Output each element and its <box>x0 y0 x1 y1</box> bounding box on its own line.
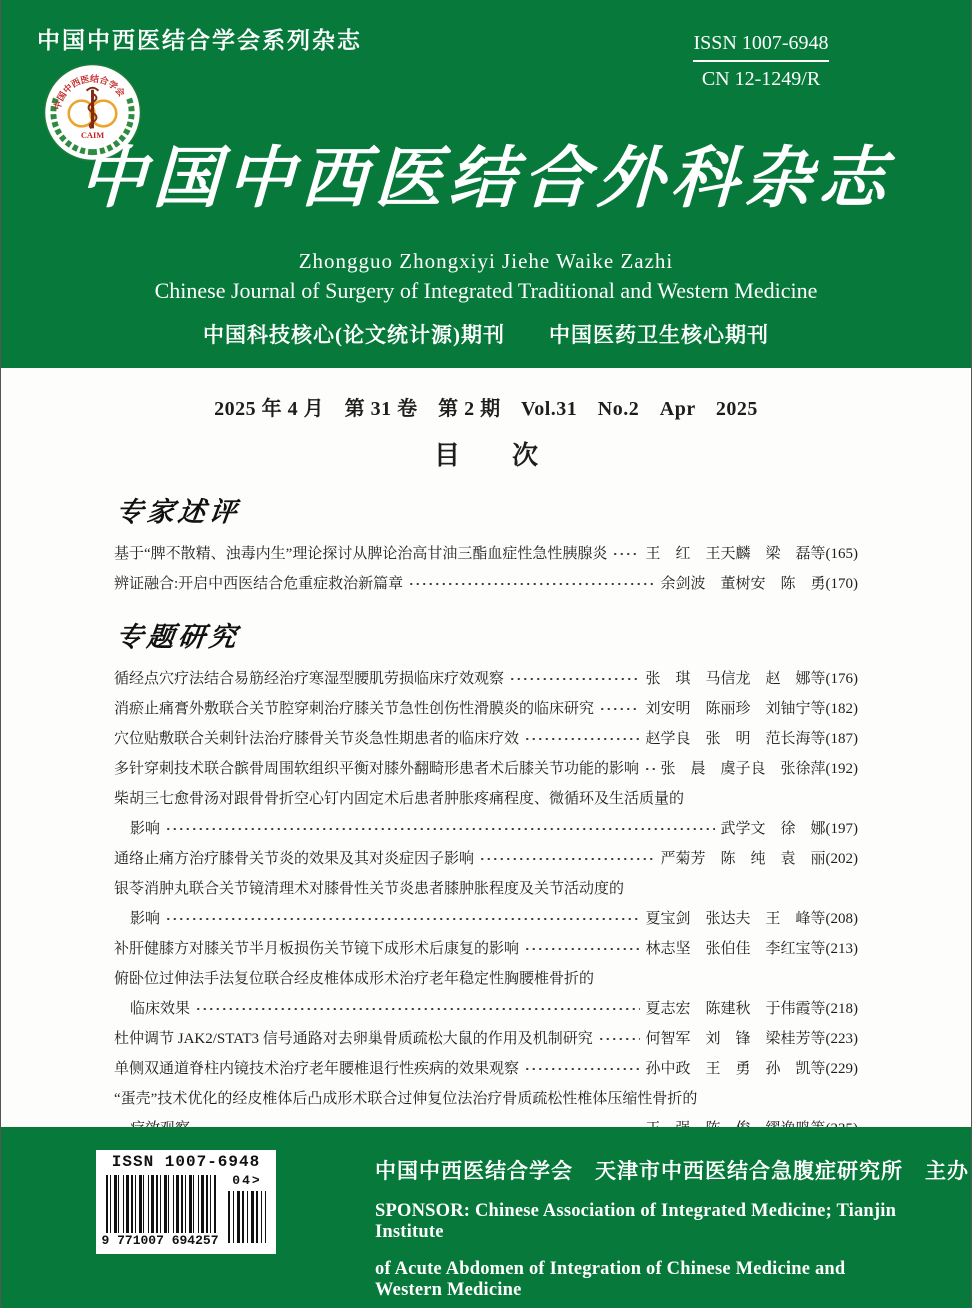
dot-leader <box>165 912 640 926</box>
issue-info: 2025 年 4 月 第 31 卷 第 2 期 Vol.31 No.2 Apr 2025 <box>214 398 758 420</box>
barcode-addon-bars <box>228 1191 266 1243</box>
sponsor-line-english-1: SPONSOR: Chinese Association of Integrated Medicine; Tianjin Institute <box>375 1201 897 1242</box>
dot-leader <box>524 732 640 746</box>
toc-entry <box>114 994 858 1024</box>
article-authors: 严菊芳 陈 纯 袁 丽 <box>660 851 826 867</box>
article-page: (170) <box>825 576 858 592</box>
article-authors: 张 琪 马信龙 赵 娜等 <box>645 671 826 687</box>
article-page: (176) <box>825 671 858 687</box>
toc-entry <box>114 1084 858 1114</box>
article-page: (197) <box>825 821 858 837</box>
section-heading: 专题研究 <box>114 622 242 653</box>
article-title: 影响 <box>130 911 161 927</box>
article-authors: 林志坚 张伯佳 李红宝等 <box>645 941 826 957</box>
article-title: 银苓消肿丸联合关节镜清理术对膝骨性关节炎患者膝肿胀程度及关节活动度的 <box>114 881 625 897</box>
article-title: “蛋壳”技术优化的经皮椎体后凸成形术联合过伸复位法治疗骨质疏松性椎体压缩性骨折的 <box>114 1091 698 1107</box>
article-page: (208) <box>825 911 858 927</box>
dot-leader <box>599 702 640 716</box>
dot-leader <box>479 852 655 866</box>
cn-number: CN 12-1249/R <box>701 68 821 90</box>
toc-entry <box>114 539 858 569</box>
journal-title-pinyin: Zhongguo Zhongxiyi Jiehe Waike Zazhi <box>298 249 674 273</box>
series-label: 中国中西医结合学会系列杂志 <box>37 27 362 53</box>
dot-leader <box>165 822 715 836</box>
toc-entry <box>114 1054 858 1084</box>
dot-leader <box>612 547 640 561</box>
toc-entry <box>114 694 858 724</box>
article-authors: 张 晨 虞子良 张徐萍 <box>660 761 826 777</box>
article-title: 基于“脾不散精、浊毒内生”理论探讨从脾论治高甘油三酯血症性急性胰腺炎 <box>114 546 608 562</box>
article-title: 辨证融合:开启中西医结合危重症救治新篇章 <box>114 576 404 592</box>
article-title: 通络止痛方治疗膝骨关节炎的效果及其对炎症因子影响 <box>114 851 475 867</box>
section-heading: 专家述评 <box>114 497 242 528</box>
barcode-box <box>96 1150 276 1254</box>
barcode-issn-text: ISSN 1007-6948 <box>111 1153 261 1171</box>
toc-entry <box>114 724 858 754</box>
contents-heading: 目 次 <box>433 441 538 470</box>
article-page: (223) <box>825 1031 858 1047</box>
article-title: 循经点穴疗法结合易筋经治疗寒湿型腰肌劳损临床疗效观察 <box>114 671 505 687</box>
section-rows <box>114 664 858 1144</box>
toc-entry <box>114 964 858 994</box>
article-authors: 孙中政 王 勇 孙 凯等 <box>645 1061 826 1077</box>
sponsor-block <box>375 1155 969 1301</box>
article-title: 杜仲调节 JAK2/STAT3 信号通路对去卵巢骨质疏松大鼠的作用及机制研究 <box>114 1031 593 1047</box>
journal-title-english: Chinese Journal of Surgery of Integrated Traditional and Western Medicine <box>154 278 818 303</box>
article-title: 影响 <box>130 821 161 837</box>
dot-leader <box>195 1002 640 1016</box>
toc-entry <box>114 934 858 964</box>
dot-leader <box>598 1032 641 1046</box>
article-authors: 刘安明 陈丽珍 刘铀宁等 <box>645 701 826 717</box>
toc-entry <box>114 904 858 934</box>
article-page: (218) <box>825 1001 858 1017</box>
article-page: (182) <box>825 701 858 717</box>
registration-block <box>691 30 831 93</box>
toc-entry <box>114 814 858 844</box>
journal-title-chinese: 中国中西医结合外科杂志 <box>77 138 895 217</box>
article-title: 穴位贴敷联合关刺针法治疗膝骨关节炎急性期患者的临床疗效 <box>114 731 520 747</box>
article-title: 临床效果 <box>130 1001 191 1017</box>
toc-section <box>114 490 858 599</box>
toc-entry <box>114 1024 858 1054</box>
toc-entry <box>114 784 858 814</box>
dot-leader <box>524 942 640 956</box>
dot-leader <box>644 762 655 776</box>
toc-entry <box>114 844 858 874</box>
core-journal-line: 中国科技核心(论文统计源)期刊 中国医药卫生核心期刊 <box>203 323 769 347</box>
article-page: (187) <box>825 731 858 747</box>
dot-leader <box>524 1062 640 1076</box>
dot-leader <box>408 577 655 591</box>
article-authors: 王 红 王天麟 梁 磊等 <box>645 546 826 562</box>
masthead <box>1 0 971 368</box>
sponsor-line-english-2: of Acute Abdomen of Integration of Chinese Medicine and Western Medicine <box>375 1259 846 1300</box>
article-title: 单侧双通道脊柱内镜技术治疗老年腰椎退行性疾病的效果观察 <box>114 1061 520 1077</box>
article-page: (165) <box>825 546 858 562</box>
toc-entry <box>114 874 858 904</box>
article-page: (192) <box>825 761 858 777</box>
barcode-digits: 9 771007 694257 <box>96 1233 224 1248</box>
article-page: (229) <box>825 1061 858 1077</box>
logo-ring-text: 中国中西医结合学会 <box>52 73 127 111</box>
cover-footer <box>1 1127 971 1308</box>
barcode-addon-label: 04> <box>226 1173 268 1188</box>
article-title: 多针穿刺技术联合髌骨周围软组织平衡对膝外翻畸形患者术后膝关节功能的影响 <box>114 761 640 777</box>
article-authors: 何智军 刘 锋 梁桂芳等 <box>645 1031 826 1047</box>
toc-sections <box>114 490 858 1144</box>
toc-entry <box>114 664 858 694</box>
barcode <box>96 1173 276 1249</box>
sponsor-line-chinese: 中国中西医结合学会 天津市中西医结合急腹症研究所 主办 <box>375 1160 969 1183</box>
article-authors: 余剑波 董树安 陈 勇 <box>660 576 826 592</box>
dot-leader <box>509 672 640 686</box>
article-page: (213) <box>825 941 858 957</box>
article-page: (202) <box>825 851 858 867</box>
article-authors: 赵学良 张 明 范长海等 <box>645 731 826 747</box>
toc-entry <box>114 569 858 599</box>
article-title: 俯卧位过伸法手法复位联合经皮椎体成形术治疗老年稳定性胸腰椎骨折的 <box>114 971 595 987</box>
issn-number: ISSN 1007-6948 <box>693 30 828 62</box>
article-title: 柴胡三七愈骨汤对跟骨骨折空心钉内固定术后患者肿胀疼痛程度、微循环及生活质量的 <box>114 791 685 807</box>
journal-cover <box>1 0 971 1308</box>
article-authors: 夏志宏 陈建秋 于伟霞等 <box>645 1001 826 1017</box>
table-of-contents <box>1 368 971 1127</box>
toc-section <box>114 615 858 1144</box>
logo-acronym: CAIM <box>80 131 105 141</box>
article-authors: 武学文 徐 娜 <box>720 821 826 837</box>
section-rows <box>114 539 858 599</box>
article-title: 消瘀止痛膏外敷联合关节腔穿刺治疗膝关节急性创伤性滑膜炎的临床研究 <box>114 701 595 717</box>
article-title: 补肝健膝方对膝关节半月板损伤关节镜下成形术后康复的影响 <box>114 941 520 957</box>
toc-entry <box>114 754 858 784</box>
article-authors: 夏宝剑 张达夫 王 峰等 <box>645 911 826 927</box>
